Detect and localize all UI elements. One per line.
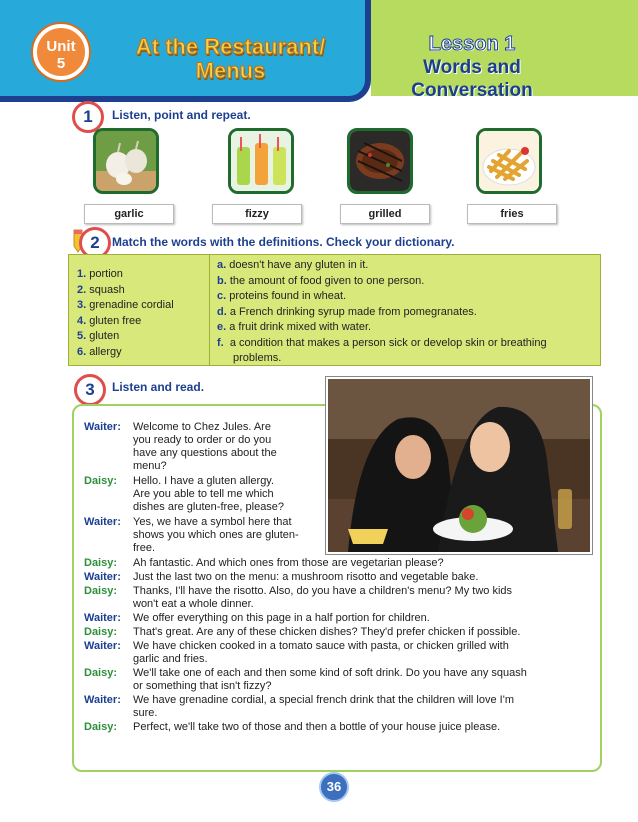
matching-divider bbox=[209, 255, 210, 365]
word-item: 4. gluten free bbox=[77, 314, 142, 327]
fizzy-drinks-photo[interactable] bbox=[228, 128, 294, 194]
dialogue-line: Yes, we have a symbol here that bbox=[133, 516, 292, 528]
dialogue-line: Just the last two on the menu: a mushroom risotto and vegetable bake. bbox=[133, 571, 479, 583]
word-list bbox=[77, 267, 174, 360]
lesson-subtitle: Words and Conversation bbox=[411, 57, 533, 101]
dialogue-line: sure. bbox=[133, 707, 158, 719]
speaker-label: Waiter: bbox=[84, 640, 121, 652]
definition-item-continued: problems. bbox=[233, 352, 282, 364]
grilled-meat-photo[interactable] bbox=[347, 128, 413, 194]
definition-list bbox=[217, 258, 597, 367]
speaker-label: Waiter: bbox=[84, 612, 121, 624]
dialogue-line: Are you able to tell me which bbox=[133, 488, 274, 500]
speaker-label: Waiter: bbox=[84, 694, 121, 706]
unit-title-line1: At the Restaurant/ bbox=[135, 34, 326, 59]
dialogue-line: We offer everything on this page in a half portion for children. bbox=[133, 612, 430, 624]
dialogue-line: have any questions about the bbox=[133, 447, 277, 459]
definition-item: d. a French drinking syrup made from pomegranates. bbox=[217, 305, 477, 318]
fizzy-drinks-icon bbox=[231, 131, 291, 191]
dialogue-line: We have grenadine cordial, a special french drink that the children will love I'm bbox=[133, 694, 514, 706]
dialogue-line: won't eat a whole dinner. bbox=[133, 598, 254, 610]
dialogue-line: free. bbox=[133, 542, 156, 554]
speaker-label: Waiter: bbox=[84, 571, 121, 583]
speaker-label: Daisy: bbox=[84, 626, 118, 638]
caption-grilled: grilled bbox=[340, 204, 430, 224]
definition-item: c. proteins found in wheat. bbox=[217, 290, 347, 302]
unit-label: Unit bbox=[46, 38, 76, 55]
speaker-label: Daisy: bbox=[84, 585, 118, 597]
section-1-number: 1 bbox=[72, 101, 104, 133]
page-number: 36 bbox=[319, 772, 349, 802]
dialogue-line: Ah fantastic. And which ones from those are vegetarian please? bbox=[133, 557, 444, 569]
dialogue-line: menu? bbox=[133, 460, 167, 472]
section-1-instruction: Listen, point and repeat. bbox=[112, 108, 251, 122]
word-item: 6. allergy bbox=[77, 345, 122, 358]
garlic-icon bbox=[96, 131, 156, 191]
section-2-number: 2 bbox=[79, 227, 111, 259]
caption-garlic: garlic bbox=[84, 204, 174, 224]
dialogue-line: garlic and fries. bbox=[133, 653, 208, 665]
definition-item: f. a condition that makes a person sick or develop skin or breathing bbox=[217, 336, 547, 349]
word-item: 1. portion bbox=[77, 268, 123, 280]
dialogue-line: Welcome to Chez Jules. Are bbox=[133, 421, 271, 433]
speaker-label: Waiter: bbox=[84, 516, 121, 528]
unit-number: 5 bbox=[56, 55, 66, 72]
dialogue-line: or something that isn't fizzy? bbox=[133, 680, 272, 692]
dialogue-line: We'll take one of each and then some kind of soft drink. Do you have any squash bbox=[133, 667, 527, 679]
speaker-label: Daisy: bbox=[84, 557, 118, 569]
caption-fizzy: fizzy bbox=[212, 204, 302, 224]
unit-title-line2: Menus bbox=[195, 58, 266, 83]
matching-table bbox=[68, 254, 601, 366]
dialogue-line: dishes are gluten-free, please? bbox=[133, 501, 285, 513]
dialogue-line: That's great. Are any of these chicken dishes? They'd prefer chicken if possible. bbox=[133, 626, 521, 638]
speaker-label: Waiter: bbox=[84, 421, 121, 433]
garlic-photo[interactable] bbox=[93, 128, 159, 194]
word-item: 5. gluten bbox=[77, 330, 120, 342]
fries-icon bbox=[479, 131, 539, 191]
unit-badge bbox=[33, 24, 89, 80]
lesson-title bbox=[372, 33, 572, 102]
speaker-label: Daisy: bbox=[84, 667, 118, 679]
definition-item: a. doesn't have any gluten in it. bbox=[217, 259, 369, 271]
speaker-label: Daisy: bbox=[84, 475, 118, 487]
definition-item: e. a fruit drink mixed with water. bbox=[217, 321, 372, 333]
word-item: 2. squash bbox=[77, 283, 125, 296]
dialogue-line: We have chicken cooked in a tomato sauce with pasta, or chicken grilled with bbox=[133, 640, 509, 652]
definition-item: b. the amount of food given to one person. bbox=[217, 274, 425, 287]
lesson-label: Lesson 1 bbox=[428, 33, 516, 55]
dialogue-line: Perfect, we'll take two of those and then a bottle of your house juice please. bbox=[133, 721, 501, 733]
fries-photo[interactable] bbox=[476, 128, 542, 194]
section-3-number: 3 bbox=[74, 374, 106, 406]
word-item: 3. grenadine cordial bbox=[77, 299, 174, 311]
dialogue-line: shows you which ones are gluten- bbox=[133, 529, 299, 541]
caption-fries: fries bbox=[467, 204, 557, 224]
women-dining-photo[interactable] bbox=[326, 377, 592, 554]
dialogue-line: you ready to order or do you bbox=[133, 434, 272, 446]
section-3-instruction: Listen and read. bbox=[112, 380, 205, 394]
speaker-label: Daisy: bbox=[84, 721, 118, 733]
section-2-instruction: Match the words with the definitions. Check your dictionary. bbox=[112, 235, 455, 249]
dialogue-line: Thanks, I'll have the risotto. Also, do you have a children's menu? My two kids bbox=[133, 585, 513, 597]
dialogue-line: Hello. I have a gluten allergy. bbox=[133, 475, 275, 487]
dining-scene-icon bbox=[328, 379, 590, 552]
unit-title bbox=[118, 35, 343, 83]
grilled-meat-icon bbox=[350, 131, 410, 191]
